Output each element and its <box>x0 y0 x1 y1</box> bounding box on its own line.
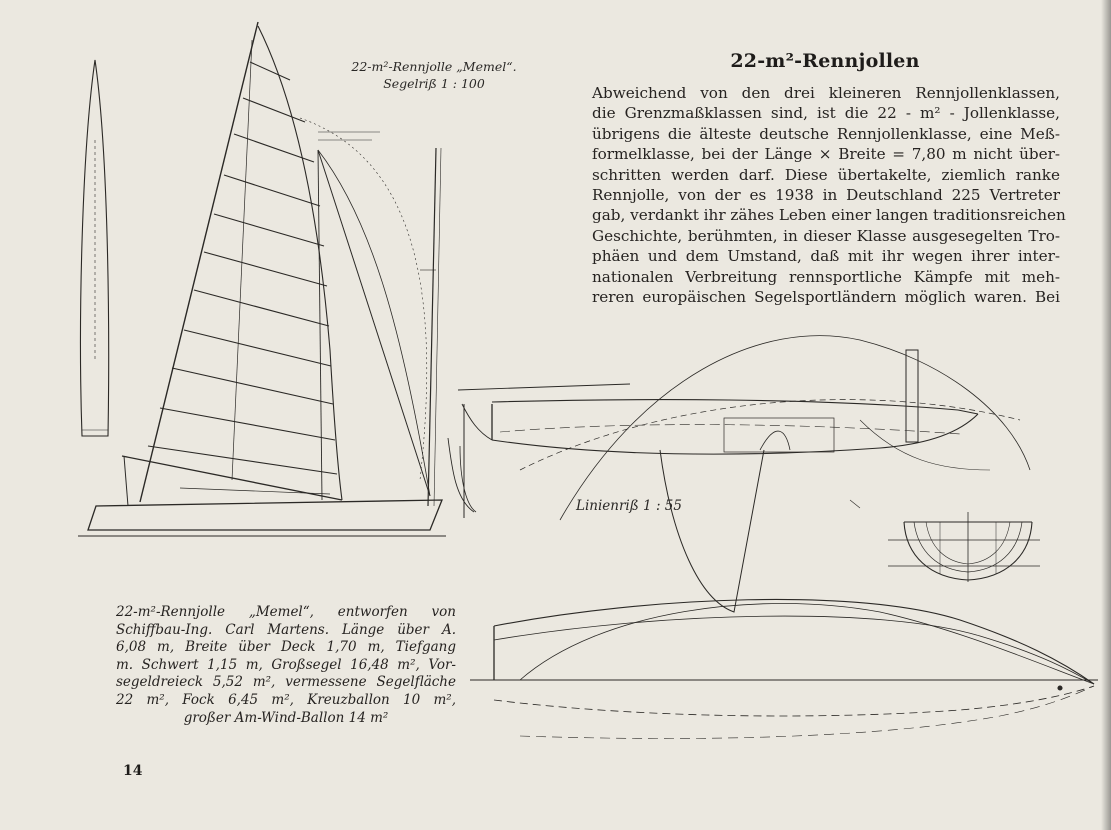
article-line: die Grenzmaßklassen sind, ist die 22 - m² - Jollenklasse, <box>592 104 1060 123</box>
article-line: Rennjolle, von der es 1938 in Deutschland 225 Vertreter <box>592 186 1060 205</box>
article-heading: 22-m²-Rennjollen <box>730 50 920 72</box>
sail-plan-caption-title: 22-m²-Rennjolle „Memel“. <box>351 59 517 74</box>
boat-caption-line: großer Am-Wind-Ballon 14 m² <box>183 709 389 726</box>
article-line: gab, verdankt ihr zähes Leben einer langen traditionsreichen <box>592 206 1066 225</box>
article-line: nationalen Verbreitung rennsportliche Kämpfe mit meh- <box>592 267 1060 286</box>
page-number: 14 <box>123 763 143 779</box>
boat-caption-line: 22-m²-Rennjolle „Memel“, entworfen von <box>116 604 456 620</box>
lines-plan-caption: Linienriß 1 : 55 <box>576 498 682 514</box>
article-line: übrigens die älteste deutsche Rennjollenklasse, eine Meß- <box>592 124 1060 143</box>
lines-profile-drawing <box>448 336 1030 612</box>
boat-caption-line: Schiffbau-Ing. Carl Martens. Länge über A. <box>116 621 456 638</box>
boat-caption-line: 22 m², Fock 6,45 m², Kreuzballon 10 m², <box>116 691 456 708</box>
page-edge-shadow <box>1101 0 1111 830</box>
article-line: schritten werden darf. Diese übertakelte, ziemlich ranke <box>592 165 1060 184</box>
article-line: formelklasse, bei der Länge × Breite = 7,80 m nicht über- <box>592 145 1060 164</box>
boat-caption-line: 6,08 m, Breite über Deck 1,70 m, Tiefgang <box>116 639 456 656</box>
boat-caption <box>116 604 456 727</box>
article-line: phäen und dem Umstand, daß mit ihr wegen ihrer inter- <box>592 247 1060 266</box>
article-line: Geschichte, berühmten, in dieser Klasse ausgesegelten Tro- <box>592 226 1060 245</box>
article-line: reren europäischen Segelsportländern möglich waren. Bei <box>592 288 1060 307</box>
article-body <box>592 83 1066 307</box>
deck-plan-drawing <box>81 60 109 436</box>
sail-plan-caption <box>318 58 550 92</box>
sail-plan-caption-scale: Segelriß 1 : 100 <box>383 76 485 91</box>
boat-caption-line: m. Schwert 1,15 m, Großsegel 16,48 m², Vor- <box>116 656 456 673</box>
sail-plan-drawing <box>78 22 446 536</box>
half-breadth-drawing <box>470 599 1098 738</box>
body-section-drawing <box>888 512 1040 582</box>
article-line: Abweichend von den drei kleineren Rennjollenklassen, <box>592 84 1060 102</box>
boat-caption-line: segeldreieck 5,52 m², vermessene Segelfläche <box>116 674 456 691</box>
